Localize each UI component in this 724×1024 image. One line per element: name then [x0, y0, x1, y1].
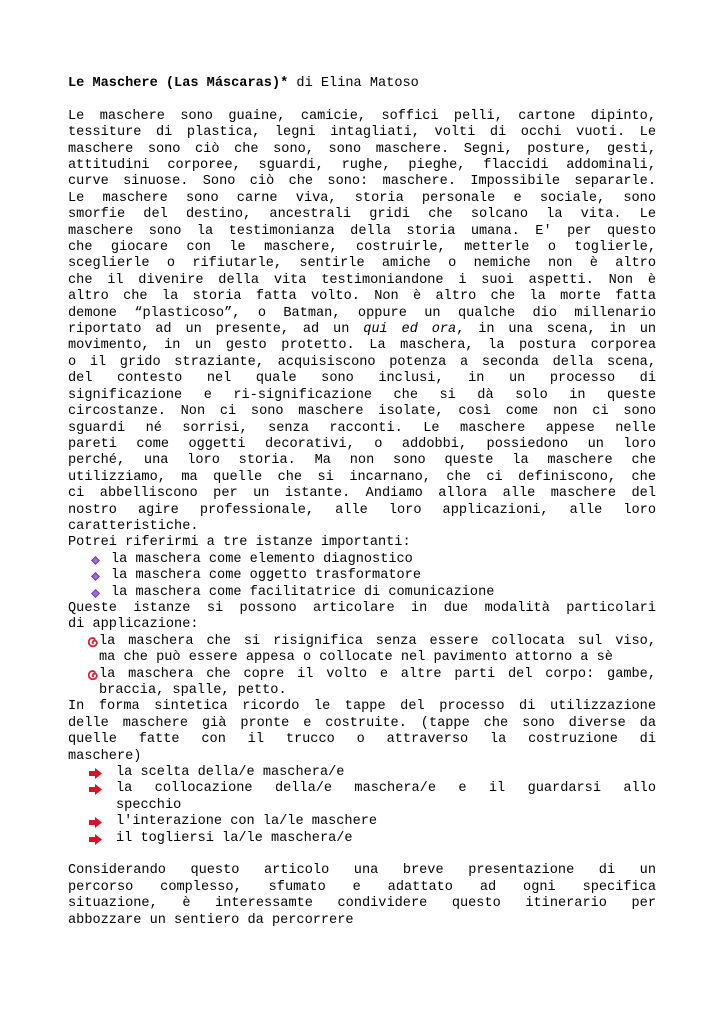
text-line: attitudini corporee, sguardi, rughe, pieghe, flaccidi addominali,	[68, 158, 656, 174]
text-line: significazione e ri-significazione che si dà solo in queste	[68, 387, 656, 403]
text-line: perché, una loro storia. Ma non sono queste la maschere che	[68, 453, 656, 469]
list-item-text: la maschera come oggetto trasformatore	[111, 568, 421, 584]
text-line: quelle fatte con il trucco o attraverso la costruzione di	[68, 732, 656, 748]
text-line: pareti come oggetti decorativi, o addobbi, possiedono un loro	[68, 436, 656, 452]
text-line: percorso complesso, sfumato e adattato ad ogni specifica	[68, 879, 656, 895]
text-line: o il grido straziante, acquisiscono potenza a seconda della scena,	[68, 354, 656, 370]
list-item-text: la maschera come elemento diagnostico	[111, 551, 413, 567]
list-item	[68, 634, 656, 667]
arrow-bullet-icon	[89, 817, 102, 828]
paragraph-intro	[68, 109, 656, 536]
list-item-line: la collocazione della/e maschera/e e il guardarsi allo	[116, 781, 656, 797]
three-instances-intro: Potrei riferirmi a tre istanze importanti:	[68, 535, 411, 551]
text-line: ci abbelliscono per un istante. Andiamo allora alle maschere del	[68, 486, 656, 502]
diamond-bullet-icon	[91, 572, 100, 581]
list-item-line: l'interazione con la/le maschere	[116, 814, 378, 830]
text-line: di applicazione:	[68, 617, 199, 633]
list-item-text: la maschera come facilitatrice di comunicazione	[111, 584, 495, 600]
paragraph-process-steps	[68, 699, 656, 765]
list-item-line: la maschera che copre il volto e altre parti del corpo: gambe,	[99, 666, 656, 682]
text-line: curve sinuose. Sono ciò che sono: maschere. Impossibile separarle.	[68, 174, 656, 190]
text-line: Le maschere sono guaine, camicie, soffici pelli, cartone dipinto,	[68, 108, 656, 124]
list-item	[68, 667, 656, 700]
swirl-bullet-list	[68, 634, 656, 700]
text-line: maschere sono ciò che sono, sono maschere. Segni, posture, gesti,	[68, 141, 656, 157]
text-line: altro che la storia fatta volto. Non è altro che la morte fatta	[68, 289, 656, 305]
text-line: movimento, in un gesto protetto. La maschera, la postura corporea	[68, 338, 656, 354]
list-item	[68, 552, 656, 568]
list-item-line: la scelta della/e maschera/e	[116, 765, 345, 781]
list-item	[68, 765, 656, 781]
text-segment: riportato ad un presente, ad un	[68, 322, 364, 338]
arrow-bullet-icon	[89, 834, 102, 845]
text-line: demone “plasticoso”, o Batman, oppure un qualche dio millenario	[68, 305, 656, 321]
text-line: abbozzare un sentiero da percorrere	[68, 912, 354, 928]
title-bold: Le Maschere (Las Máscaras)*	[68, 76, 289, 91]
text-line: maschere sono la testimonianza della storia umana. E' per questo	[68, 223, 656, 239]
list-item-line: specchio	[116, 797, 182, 813]
swirl-bullet-icon	[87, 636, 98, 648]
text-line: situazione, è interessamte condividere questo itinerario per	[68, 896, 656, 912]
text-line: maschere)	[68, 748, 142, 764]
text-segment: , in una scena, in un	[456, 322, 657, 338]
text-line: del contesto nel quale sono inclusi, in un processo di	[68, 371, 656, 387]
arrow-bullet-list	[68, 765, 656, 847]
italic-phrase: qui ed ora	[363, 322, 457, 338]
paragraph-closing	[68, 863, 656, 929]
text-line: che il divenire della vita testimoniandone i suoi aspetti. Non è	[68, 272, 656, 288]
list-item	[68, 568, 656, 584]
list-item	[68, 814, 656, 830]
list-item	[68, 831, 656, 847]
text-line: sceglierle o rifiutarle, sentirle amiche o nemiche non è altro	[68, 256, 656, 272]
text-line: Considerando questo articolo una breve presentazione di un	[68, 863, 656, 879]
swirl-bullet-icon	[87, 669, 98, 681]
list-item	[68, 585, 656, 601]
diamond-bullet-icon	[91, 556, 100, 565]
text-line: circostanze. Non ci sono maschere isolate, così come non ci sono	[68, 404, 656, 420]
list-item-line: la maschera che si risignifica senza essere collocata sul viso,	[99, 633, 656, 649]
title-author: di Elina Matoso	[288, 76, 419, 91]
list-item-line: ma che può essere appesa o collocate nel pavimento attorno a sè	[99, 650, 613, 666]
text-line: nostro agire professionale, alle loro applicazioni, alle loro	[68, 502, 656, 518]
list-item	[68, 781, 656, 814]
text-line: tessiture di plastica, legni intagliati, volti di occhi vuoti. Le	[68, 125, 656, 141]
text-line: Le maschere sono carne viva, storia personale e sociale, sono	[68, 190, 656, 206]
text-line: utilizziamo, ma quelle che si incarnano, che ci definiscono, che	[68, 469, 656, 485]
document-page	[68, 76, 656, 929]
arrow-bullet-icon	[89, 768, 102, 779]
text-line: In forma sintetica ricordo le tappe del processo di utilizzazione	[68, 699, 656, 715]
paragraph-gap	[68, 847, 656, 863]
list-item-line: braccia, spalle, petto.	[99, 683, 287, 699]
text-line: caratteristiche.	[68, 518, 199, 534]
diamond-bullet-icon	[91, 589, 100, 598]
text-line: delle maschere già pronte e costruite. (tappe che sono diverse da	[68, 715, 656, 731]
document-title	[68, 76, 656, 92]
text-line: che giocare con le maschere, costruirle, metterle o toglierle,	[68, 240, 656, 256]
text-line: smorfie del destino, ancestrali gridi che solcano la vita. Le	[68, 207, 656, 223]
text-line: Queste istanze si possono articolare in due modalità particolari	[68, 600, 656, 616]
diamond-bullet-list	[68, 552, 656, 601]
text-line: sguardi né sorrisi, senza racconti. Le maschere appese nelle	[68, 420, 656, 436]
text-line	[68, 322, 656, 338]
paragraph-two-modes	[68, 601, 656, 634]
arrow-bullet-icon	[89, 784, 102, 795]
list-item-line: il togliersi la/le maschera/e	[116, 830, 353, 846]
